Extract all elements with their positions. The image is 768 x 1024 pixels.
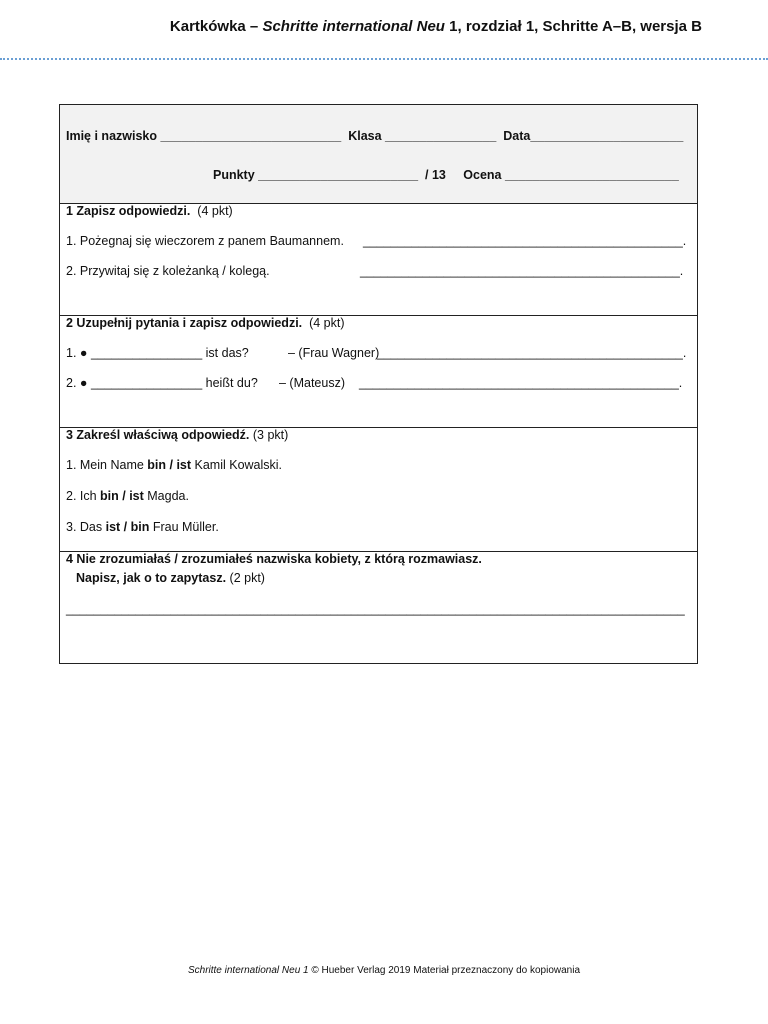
- task-2: [60, 316, 697, 428]
- task-2-answer-field[interactable]: ______________________________________________.: [359, 376, 683, 390]
- task-3: [60, 428, 697, 552]
- score-row: [213, 168, 679, 182]
- points-field[interactable]: _______________________: [258, 168, 419, 182]
- task-1-title: 1 Zapisz odpowiedzi.: [66, 204, 191, 218]
- name-field[interactable]: __________________________: [160, 129, 342, 143]
- header-book-title: Schritte international Neu: [262, 18, 445, 35]
- sentence-start: 3. Das: [66, 520, 106, 534]
- footer-copyright: © Hueber Verlag 2019 Materiał przeznaczony do kopiowania: [308, 965, 581, 976]
- task-3-title: 3 Zakreśl właściwą odpowiedź.: [66, 428, 250, 442]
- sentence-start: 1. Mein Name: [66, 458, 148, 472]
- page-footer: [0, 965, 768, 976]
- sentence-end: Magda.: [143, 489, 189, 503]
- task-2-heading: [66, 316, 345, 330]
- task-2-question-field[interactable]: ________________: [90, 376, 203, 390]
- footer-book-title: Schritte international Neu 1: [187, 965, 309, 976]
- task-4: [60, 552, 697, 663]
- points-max: / 13: [425, 168, 446, 182]
- points-label: Punkty: [213, 168, 255, 182]
- task-2-title: 2 Uzupełnij pytania i zapisz odpowiedzi.: [66, 316, 303, 330]
- task-2-question-field[interactable]: ________________: [90, 346, 203, 360]
- date-label: Data: [503, 129, 531, 143]
- task-1-question: 2. Przywitaj się z koleżanką / kolegą.: [66, 264, 270, 278]
- task-4-points: (2 pkt): [229, 571, 265, 585]
- task-2-hint: – (Mateusz): [279, 376, 345, 390]
- class-field[interactable]: ________________: [385, 129, 497, 143]
- grade-field[interactable]: _________________________: [504, 168, 679, 182]
- task-1-answer-field[interactable]: ______________________________________________.: [360, 264, 684, 278]
- choice-options[interactable]: bin / ist: [100, 489, 144, 503]
- task-4-heading: [76, 571, 265, 585]
- sentence-start: 2. Ich: [66, 489, 101, 503]
- task-4-title-line-2: Napisz, jak o to zapytasz.: [76, 571, 227, 585]
- task-2-question: [66, 376, 258, 390]
- header-suffix: 1, rozdział 1, Schritte A–B, wersja B: [444, 18, 702, 35]
- grade-label: Ocena: [463, 168, 502, 182]
- task-2-answer-field[interactable]: ____________________________________________.: [377, 346, 687, 360]
- choice-options[interactable]: bin / ist: [147, 458, 192, 472]
- quiz-sheet: [59, 104, 698, 664]
- task-3-points: (3 pkt): [252, 428, 289, 442]
- student-info-row: [66, 129, 683, 143]
- task-1: [60, 204, 697, 316]
- class-label: Klasa: [348, 129, 382, 143]
- task-3-heading: [66, 428, 288, 442]
- task-3-item: [66, 489, 189, 503]
- page-header: [170, 18, 702, 35]
- bullet-number: 1. ●: [66, 346, 88, 360]
- sentence-end: Kamil Kowalski.: [191, 458, 283, 472]
- task-2-points: (4 pkt): [309, 316, 345, 330]
- student-info-box: [60, 105, 697, 204]
- sentence-end: Frau Müller.: [149, 520, 219, 534]
- question-verb: ist das?: [205, 346, 249, 360]
- task-4-title-line-1: 4 Nie zrozumiałaś / zrozumiałeś nazwiska kobiety, z którą rozmawiasz.: [66, 552, 482, 566]
- dotted-divider: [0, 58, 768, 60]
- date-field[interactable]: ______________________: [530, 129, 684, 143]
- header-prefix: Kartkówka –: [169, 18, 263, 35]
- task-1-answer-field[interactable]: ______________________________________________.: [363, 234, 687, 248]
- bullet-number: 2. ●: [66, 376, 88, 390]
- task-2-question: [66, 346, 249, 360]
- question-verb: heißt du?: [205, 376, 258, 390]
- name-label: Imię i nazwisko: [66, 129, 158, 143]
- task-2-hint: – (Frau Wagner): [288, 346, 380, 360]
- task-3-item: [66, 520, 219, 534]
- task-1-question: 1. Pożegnaj się wieczorem z panem Baumannem.: [66, 234, 344, 248]
- task-1-heading: [66, 204, 233, 218]
- choice-options[interactable]: ist / bin: [105, 520, 150, 534]
- task-4-answer-field[interactable]: _________________________________________________________________________________________: [66, 602, 685, 616]
- task-1-points: (4 pkt): [197, 204, 233, 218]
- task-3-item: [66, 458, 282, 472]
